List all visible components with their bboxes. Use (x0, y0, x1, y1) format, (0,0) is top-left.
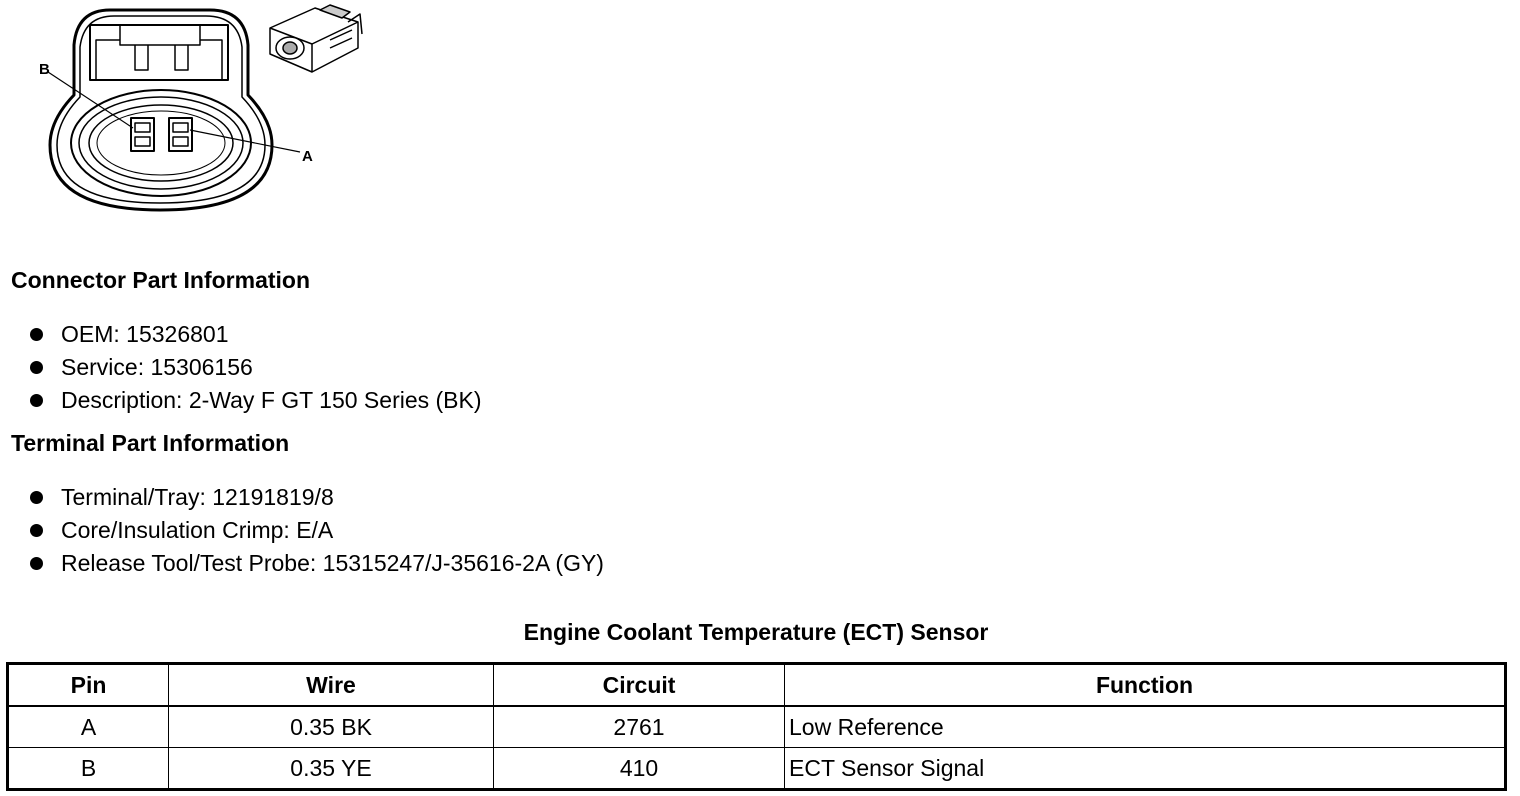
connector-part-info-heading: Connector Part Information (11, 267, 311, 293)
cell-circuit: 2761 (494, 706, 785, 748)
cell-pin: A (8, 706, 169, 748)
terminal-part-info-heading: Terminal Part Information (11, 430, 290, 456)
release-tool-text: Release Tool/Test Probe: 15315247/J-35616-2A (GY) (61, 550, 604, 576)
connector-part-info-list (0, 318, 482, 417)
connector-diagram (30, 0, 380, 215)
callout-label-a: A (302, 148, 313, 165)
callout-label-b: B (39, 61, 50, 78)
cell-wire: 0.35 YE (169, 748, 494, 790)
oem-part-text: OEM: 15326801 (61, 321, 229, 347)
cell-circuit: 410 (494, 748, 785, 790)
cell-wire: 0.35 BK (169, 706, 494, 748)
table-row (8, 748, 1506, 790)
table-title: Engine Coolant Temperature (ECT) Sensor (523, 619, 989, 645)
column-header-wire: Wire (169, 664, 494, 707)
bullet-icon (30, 394, 43, 407)
pin-table (6, 662, 1507, 791)
terminal-part-info-list (0, 481, 604, 580)
list-item (0, 481, 604, 514)
list-item (0, 384, 482, 417)
description-text: Description: 2-Way F GT 150 Series (BK) (61, 387, 482, 413)
list-item (0, 351, 482, 384)
cell-function: ECT Sensor Signal (785, 748, 1506, 790)
bullet-icon (30, 361, 43, 374)
bullet-icon (30, 524, 43, 537)
list-item (0, 547, 604, 580)
list-item (0, 318, 482, 351)
crimp-text: Core/Insulation Crimp: E/A (61, 517, 334, 543)
connector-face-outline-icon (50, 10, 272, 210)
cell-function: Low Reference (785, 706, 1506, 748)
connector-isometric-icon (270, 5, 362, 72)
list-item (0, 514, 604, 547)
table-row (8, 706, 1506, 748)
cell-pin: B (8, 748, 169, 790)
service-part-text: Service: 15306156 (61, 354, 253, 380)
terminal-tray-text: Terminal/Tray: 12191819/8 (61, 484, 334, 510)
table-header-row (8, 664, 1506, 707)
terminal-cavity-a-icon (169, 118, 192, 151)
bullet-icon (30, 557, 43, 570)
column-header-circuit: Circuit (494, 664, 785, 707)
bullet-icon (30, 491, 43, 504)
column-header-pin: Pin (8, 664, 169, 707)
terminal-cavity-b-icon (131, 118, 154, 151)
bullet-icon (30, 328, 43, 341)
column-header-function: Function (785, 664, 1506, 707)
